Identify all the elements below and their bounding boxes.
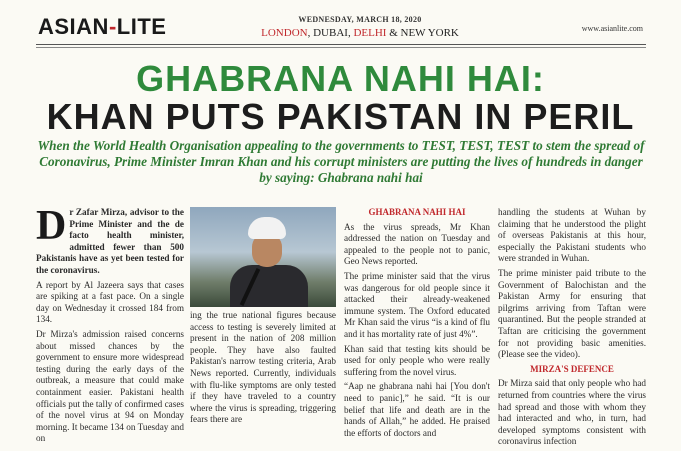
article-column-3: [344, 207, 490, 442]
body-paragraph: A report by Al Jazeera says that cases are spiking at a fast pace. On a single day on Wednesday it crossed 184 from 134.: [36, 279, 184, 325]
masthead-rule: [36, 47, 646, 48]
lede-paragraph: [36, 203, 184, 277]
headline-line-2: KHAN PUTS PAKISTAN IN PERIL: [46, 96, 635, 137]
body-paragraph: Dr Mirza's admission raised concerns about missed chances by the government to ensure more widespread testing during the early days of the outbreak, a measure that could make containment easier. Pakistani health officials put the tally of confirmed cases of the novel virus at 94 on Monday morning. It became 134 on Tuesday and on: [36, 328, 184, 444]
section-subhead: MIRZA'S DEFENCE: [530, 363, 614, 374]
city-london: LONDON: [261, 27, 308, 39]
edition-cities: [220, 27, 500, 39]
body-paragraph: Dr Mirza said that only people who had returned from countries where the virus had spread and those with whom they had interacted and who, in turn, had developed symptoms consistent with coronavirus infection: [498, 378, 646, 447]
body-paragraph: ing the true national figures because access to testing is severely limited at present in the nation of 208 million people. They have also faulted Pakistan's narrow testing criteria, Arab News reported. Currently, individuals with flu-like symptoms are only tested if they have traveled to a country where the virus is spreading, triggering fears there are: [190, 310, 336, 425]
body-paragraph: As the virus spreads, Mr Khan addressed the nation on Tuesday and appealed to the people not to panic, Geo News reported.: [344, 221, 490, 267]
logo-word-lite: LITE: [116, 14, 167, 39]
city-separator: &: [386, 27, 401, 39]
masthead-rule: [36, 44, 646, 45]
masthead: [0, 0, 681, 46]
lede-text: r Zafar Mirza, advisor to the Prime Minister and the de facto health minister, admitted fewer than 500 Pakistanis have as yet been tested for the coronavirus.: [36, 207, 184, 275]
logo-dash: -: [108, 14, 117, 39]
body-paragraph: Khan said that testing kits should be used for only people who were really suffering from the novel virus.: [344, 343, 490, 377]
body-paragraph: handling the students at Wuhan by claiming that he understood the plight of overseas Pakistanis at this hour, especially the Pakistani students who were stranded in Wuhan.: [498, 207, 646, 264]
body-paragraph: “Aap ne ghabrana nahi hai [You don't need to panic],” he said. “It is our belief that life and death are in the hands of Allah,” he added. He praised the efforts of doctors and: [344, 381, 490, 438]
city-dubai: DUBAI: [313, 27, 348, 39]
city-separator: ,: [307, 27, 314, 39]
city-delhi: DELHI: [353, 27, 387, 39]
article-column-1: [36, 203, 184, 448]
headline-line-1: GHABRANA NAHI HAI:: [136, 58, 545, 99]
section-subhead: GHABRANA NAHI HAI: [368, 207, 466, 217]
article-photo: [190, 207, 336, 307]
city-separator: ,: [347, 27, 354, 39]
article-column-2: [190, 310, 336, 429]
drop-cap: D: [36, 203, 67, 249]
newspaper-logo[interactable]: [38, 14, 166, 40]
article-column-4: [498, 207, 646, 451]
issue-date: WEDNESDAY, MARCH 18, 2020: [298, 15, 422, 24]
standfirst: When the World Health Organisation appealing to the governments to TEST, TEST, TEST to stem the spread of Coronavirus, Prime Minister Imran Khan and his corrupt ministers are putting the lives of hundreds in danger by saying: Ghabrana nahi hai: [37, 138, 645, 185]
logo-word-asian: ASIAN: [38, 14, 109, 39]
body-paragraph: The prime minister paid tribute to the Government of Balochistan and the Pakistan Army for ensuring that pilgrims arriving from Taftan were quarantined. But the people stranded at Taftan are criticising the government for not providing basic amenities. (Please see the video).: [498, 267, 646, 360]
photo-figure-cap: [248, 217, 286, 239]
website-link[interactable]: www.asianlite.com: [581, 24, 643, 33]
city-new-york: NEW YORK: [400, 27, 459, 39]
body-paragraph: The prime minister said that the virus was dangerous for old people since it attacked their already-weakened immune system. The Oxford educated Mr Khan said the virus “is a kind of flu and it has mortality rate of just 4%”.: [344, 270, 490, 339]
